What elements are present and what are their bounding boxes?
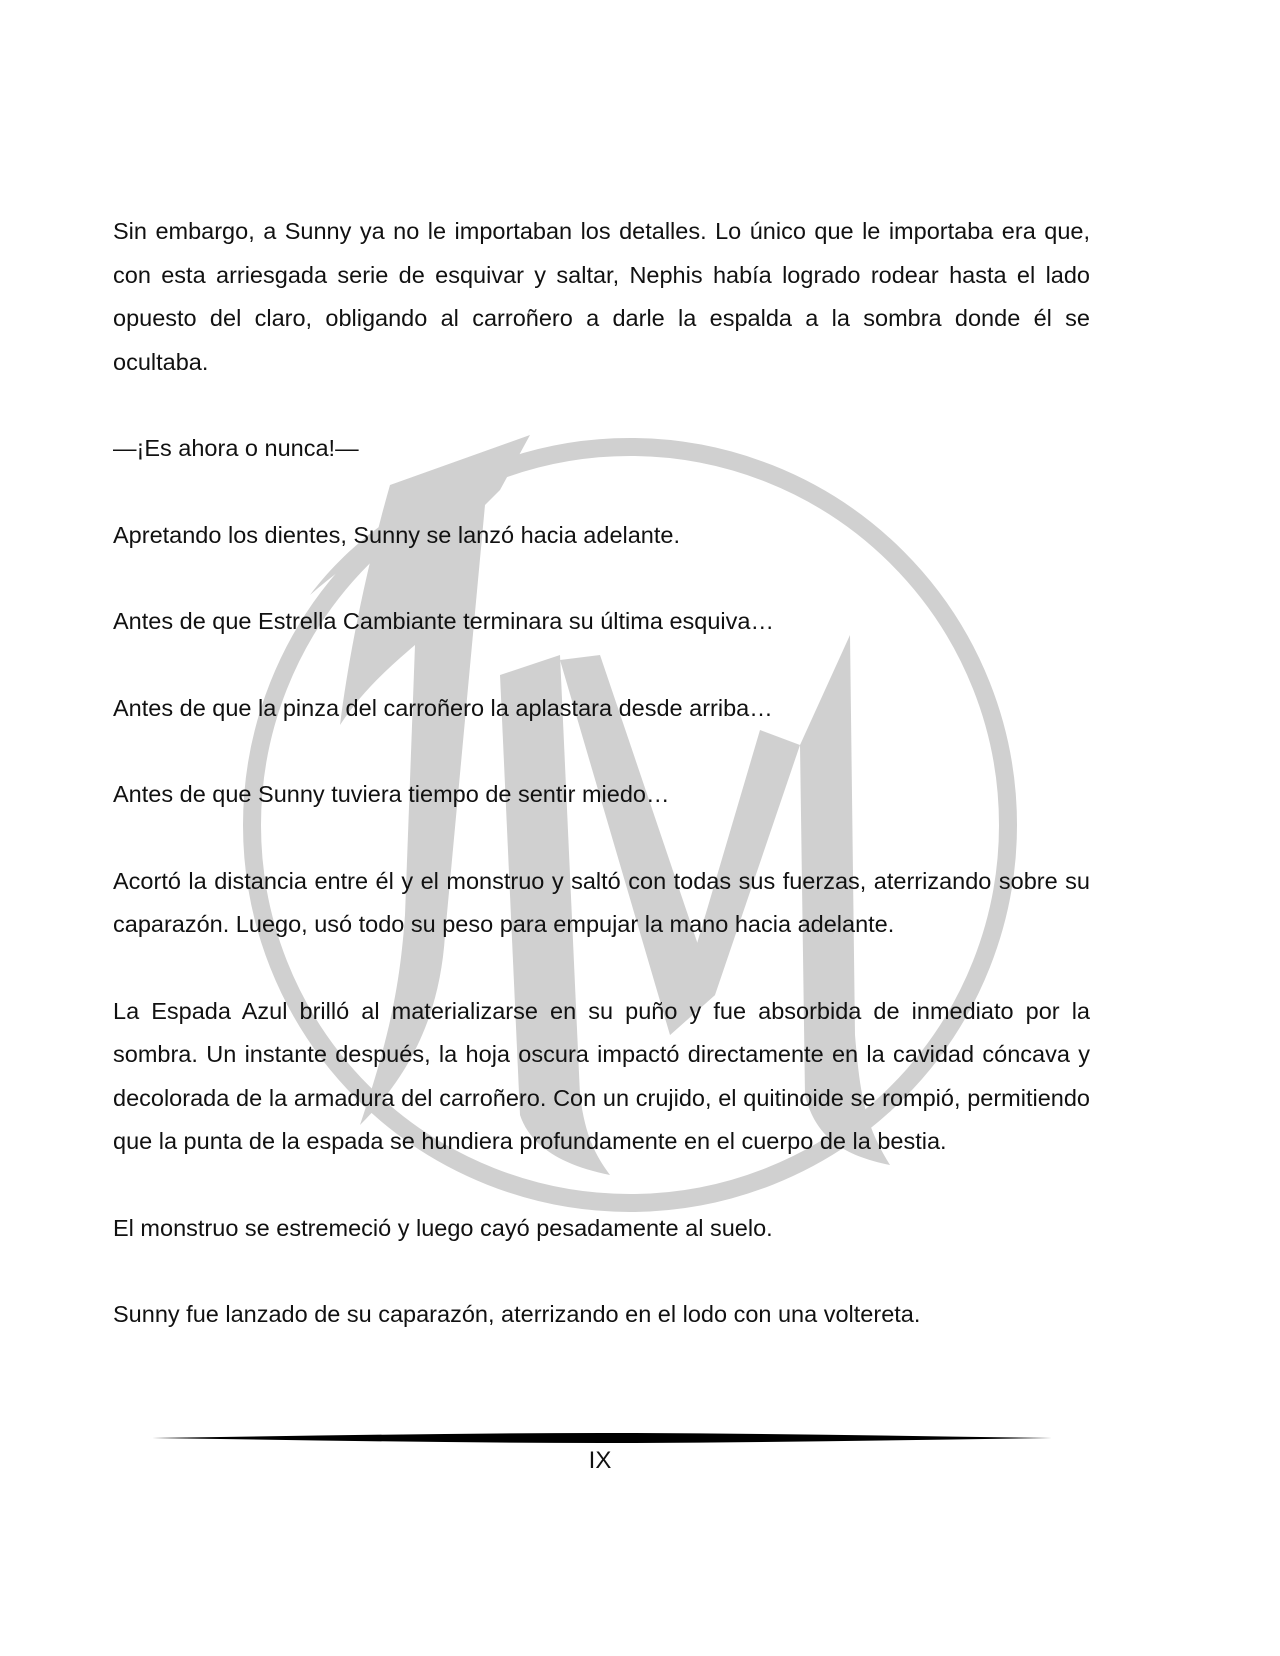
paragraph-7: Acortó la distancia entre él y el monstruo y saltó con todas sus fuerzas, aterrizando sobre su caparazón. Luego, usó todo su peso para empujar la mano hacia adelante. — [113, 867, 1090, 937]
paragraph-2: —¡Es ahora o nunca!— — [113, 435, 359, 461]
document-body — [113, 210, 1090, 1380]
paragraph-5: Antes de que la pinza del carroñero la aplastara desde arriba… — [113, 694, 773, 721]
paragraph-9: El monstruo se estremeció y luego cayó pesadamente al suelo. — [113, 1214, 773, 1241]
paragraph-4: Antes de que Estrella Cambiante terminara su última esquiva… — [113, 608, 774, 634]
footer-rule — [152, 1430, 1052, 1446]
paragraph-6: Antes de que Sunny tuviera tiempo de sentir miedo… — [113, 781, 670, 807]
paragraph-1: Sin embargo, a Sunny ya no le importaban los detalles. Lo único que le importaba era que, con esta arriesgada serie de esquivar y saltar, Nephis había logrado rodear hasta el lado opuesto del claro, obligando al carroñero a darle la espalda a la sombra donde él se ocultaba. — [113, 218, 1090, 375]
paragraph-10: Sunny fue lanzado de su caparazón, aterrizando en el lodo con una voltereta. — [113, 1301, 921, 1327]
paragraph-8: La Espada Azul brilló al materializarse en su puño y fue absorbida de inmediato por la sombra. Un instante después, la hoja oscura impactó directamente en la cavidad cóncava y decolorada de la armadura del carroñero. Con un crujido, el quitinoide se rompió, permitiendo que la punta de la espada se hundiera profundamente en el cuerpo de la bestia. — [113, 997, 1090, 1154]
page-number: IX — [588, 1447, 612, 1474]
paragraph-3: Apretando los dientes, Sunny se lanzó hacia adelante. — [113, 521, 681, 548]
